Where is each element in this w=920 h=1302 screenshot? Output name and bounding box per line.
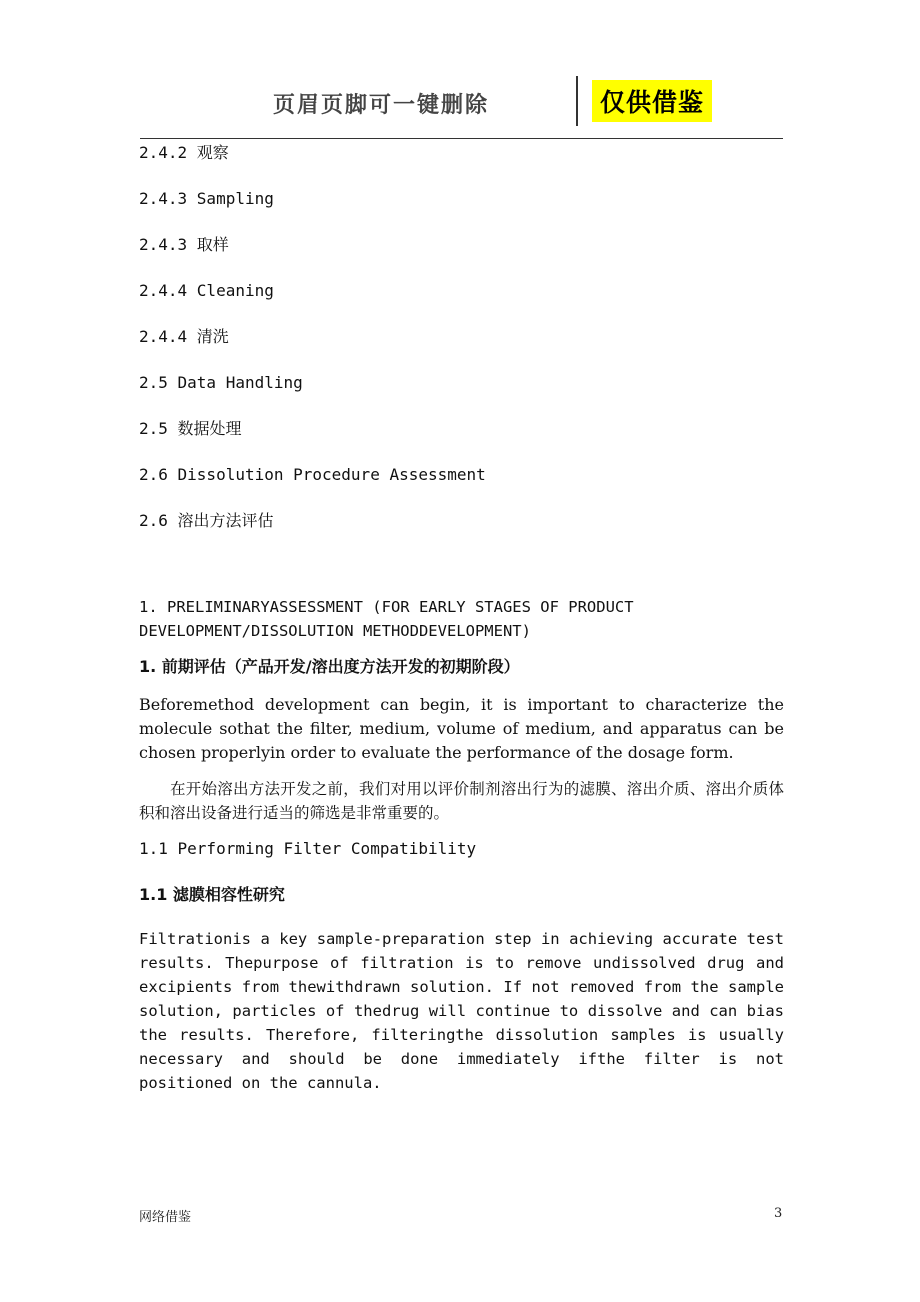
toc-item: 2.5 Data Handling [139, 373, 303, 392]
section-1-1-heading-zh: 1.1 滤膜相容性研究 [139, 885, 285, 904]
toc-item: 2.4.3 Sampling [139, 189, 274, 208]
section-1-1-paragraph-en: Filtrationis a key sample-preparation step in achieving accurate test results. Thepurpose of filtration is to remove undissolved drug and excipients from thewithdrawn solution. If not removed from the sample solution, particles of thedrug will continue to dissolve and can bias the results. Therefore, filteringthe dissolution samples is usually necessary and should be done immediately ifthe filter is not positioned on the cannula. [139, 930, 784, 1092]
section-1-1-heading-en: 1.1 Performing Filter Compatibility [139, 839, 477, 858]
toc-item: 2.6 溶出方法评估 [139, 511, 274, 530]
header-rule [140, 138, 783, 139]
toc-item: 2.4.4 清洗 [139, 327, 229, 346]
section-1-paragraph-en: Beforemethod development can begin, it is important to characterize the molecule sothat the filter, medium, volume of medium, and apparatus can be chosen properlyin order to evaluate the performance of the dosage form. [139, 695, 784, 762]
page-number: 3 [774, 1206, 783, 1221]
section-1-paragraph-zh: 在开始溶出方法开发之前，我们对用以评价制剂溶出行为的滤膜、溶出介质、溶出介质体积和溶出设备进行适当的筛选是非常重要的。 [139, 780, 784, 822]
document-body [139, 141, 784, 1095]
footer-source: 网络借鉴 [139, 1210, 192, 1225]
header-title: 页眉页脚可一键删除 [273, 92, 490, 118]
toc-item: 2.4.2 观察 [139, 143, 229, 162]
page-header [140, 76, 783, 140]
toc-item: 2.5 数据处理 [139, 419, 242, 438]
toc-item: 2.4.4 Cleaning [139, 281, 274, 300]
section-1-heading-zh: 1. 前期评估（产品开发/溶出度方法开发的初期阶段） [139, 657, 520, 676]
toc-item: 2.6 Dissolution Procedure Assessment [139, 465, 486, 484]
section-1-heading-en: 1. PRELIMINARYASSESSMENT (FOR EARLY STAGES OF PRODUCT DEVELOPMENT/DISSOLUTION METHODDEVELOPMENT) [139, 598, 634, 640]
toc-item: 2.4.3 取样 [139, 235, 229, 254]
header-badge: 仅供借鉴 [592, 80, 712, 122]
toc-list [139, 141, 784, 533]
header-divider [576, 76, 578, 126]
